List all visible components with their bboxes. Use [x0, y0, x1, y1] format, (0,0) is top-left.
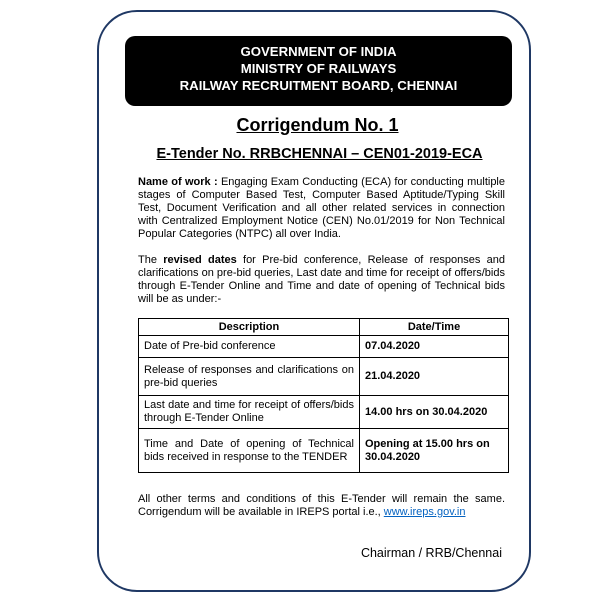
footer-note	[138, 493, 505, 519]
revised-bold: revised dates	[163, 254, 237, 266]
dates-table	[138, 318, 509, 473]
row-description: Last date and time for receipt of offers/bids through E-Tender Online	[139, 396, 360, 429]
header-line-1: GOVERNMENT OF INDIA	[240, 44, 397, 59]
header-line-2: MINISTRY OF RAILWAYS	[240, 61, 397, 76]
header-banner	[125, 36, 512, 106]
revised-pre: The	[138, 254, 164, 266]
row-date: Opening at 15.00 hrs on 30.04.2020	[360, 429, 509, 473]
table-row	[139, 336, 509, 358]
revised-post: for Pre-bid conference, Release of responses and clarifications on pre-bid queries, Last date and time for receipt of offers/bids through E-Tender Online and Time and date of opening of Technical bids will be as under:-	[138, 254, 505, 305]
work-label: Name of work :	[138, 176, 218, 188]
table-header-row	[139, 319, 509, 336]
row-description: Date of Pre-bid conference	[139, 336, 360, 358]
signature: Chairman / RRB/Chennai	[360, 546, 502, 560]
row-date: 14.00 hrs on 30.04.2020	[360, 396, 509, 429]
tender-number: E-Tender No. RRBCHENNAI – CEN01-2019-ECA	[156, 146, 483, 162]
header-line-3: RAILWAY RECRUITMENT BOARD, CHENNAI	[179, 78, 458, 93]
row-date: 07.04.2020	[360, 336, 509, 358]
table-row	[139, 429, 509, 473]
table-row	[139, 358, 509, 396]
ireps-link[interactable]: www.ireps.gov.in	[383, 506, 466, 518]
name-of-work	[138, 176, 505, 241]
row-date: 21.04.2020	[360, 358, 509, 396]
table-row	[139, 396, 509, 429]
revised-dates-paragraph	[138, 254, 505, 306]
header-date-time: Date/Time	[360, 319, 509, 336]
row-description: Time and Date of opening of Technical bids received in response to the TENDER	[139, 429, 360, 473]
work-text: Engaging Exam Conducting (ECA) for conducting multiple stages of Computer Based Test, Computer Based Aptitude/Typing Skill Test, Document Verification and all other related services in connection with Centralized Employment Notice (CEN) No.01/2019 for Non Technical Popular Categories (NTPC) all over India.	[138, 176, 505, 240]
corrigendum-title: Corrigendum No. 1	[236, 115, 399, 135]
row-description: Release of responses and clarifications on pre-bid queries	[139, 358, 360, 396]
header-description: Description	[139, 319, 360, 336]
footer-text: All other terms and conditions of this E-Tender will remain the same. Corrigendum will be available in IREPS portal i.e.,	[138, 493, 505, 518]
